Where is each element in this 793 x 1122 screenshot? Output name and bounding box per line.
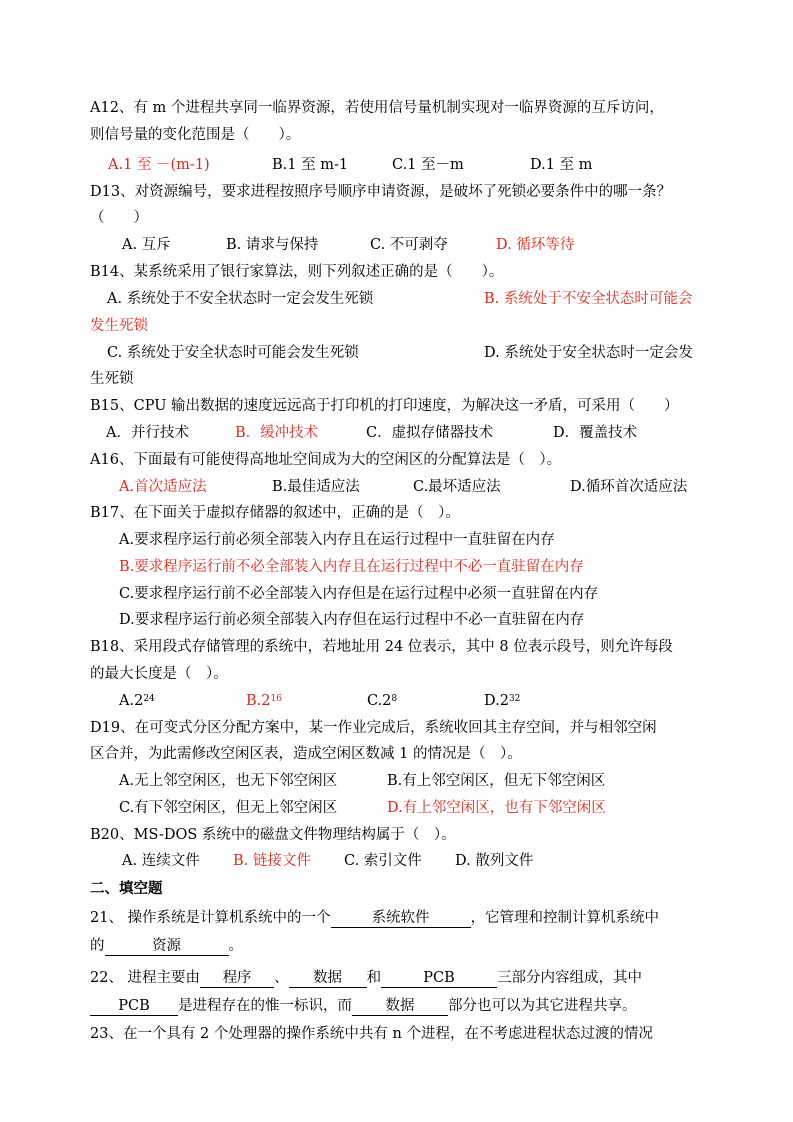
q14-option-b-cont: 发生死锁 <box>90 318 148 334</box>
q18-option-a: $A.2^{24}$ <box>119 693 155 709</box>
q14-option-a: A. 系统处于不安全状态时一定会发生死锁 <box>107 291 374 307</box>
q12-option-b: B.1 至 m-1 <box>272 157 349 173</box>
q17-option-c: C.要求程序运行前不必全部装入内存但是在运行过程中必须一直驻留在内存 <box>119 586 599 602</box>
q22-answer-1: 程序 <box>200 970 274 988</box>
q12-option-a: A.1 至 －(m-1) <box>108 157 210 173</box>
q12-option-c: C.1 至－m <box>392 157 464 173</box>
q14-option-b: B. 系统处于不安全状态时可能会 <box>484 291 693 307</box>
q22-answer-2: 数据 <box>289 970 367 988</box>
q13-stem-line1: D13、对资源编号，要求进程按照序号顺序申请资源，是破坏了死锁必要条件中的哪一条？ <box>90 184 672 200</box>
q17-option-d: D.要求程序运行前必须全部装入内存但在运行过程中不必一直驻留在内存 <box>119 612 585 628</box>
q14-options-ab <box>0 289 793 309</box>
q16-stem: A16、下面最有可能使得高地址空间成为大的空闲区的分配算法是（ ）。 <box>90 452 562 468</box>
q20-option-c: C. 索引文件 <box>344 853 422 869</box>
q20-options <box>0 851 793 871</box>
q22-line2 <box>90 996 637 1016</box>
q15-option-a: A．并行技术 <box>106 425 189 441</box>
q14-stem: B14、某系统采用了银行家算法，则下列叙述正确的是（ ）。 <box>90 264 504 280</box>
q18-stem-line2: 的最大长度是（ ）。 <box>90 666 228 682</box>
q18-option-c: $C.2^8$ <box>367 693 398 709</box>
q15-stem: B15、CPU 输出数据的速度远远高于打印机的打印速度，为解决这一矛盾，可采用（ ） <box>90 398 679 414</box>
q21-answer-2: 资源 <box>105 938 229 956</box>
q15-option-c: C．虚拟存储器技术 <box>366 425 494 441</box>
q23-stem: 23、在一个具有 2 个处理器的操作系统中共有 n 个进程，在不考虑进程状态过渡的情况 <box>90 1026 653 1042</box>
q22-text-mid2: 是进程存在的惟一标识，而 <box>178 998 352 1014</box>
q17-stem: B17、在下面关于虚拟存储器的叙述中，正确的是（ ）。 <box>90 505 460 521</box>
q21-text-mid: ，它管理和控制计算机系统中 <box>470 910 660 926</box>
q16-option-a: A.首次适应法 <box>119 479 207 495</box>
q21-line1 <box>90 908 659 928</box>
q18-option-b: $B.2^{16}$ <box>246 693 282 709</box>
q19-option-c: C.有下邻空闲区，但无上邻空闲区 <box>119 800 338 816</box>
q19-options-cd <box>0 798 793 818</box>
q21-line2 <box>90 936 243 956</box>
q19-stem-line1: D19、在可变式分区分配方案中，某一作业完成后，系统收回其主存空间，并与相邻空闲 <box>90 720 657 736</box>
q14-option-d-cont: 生死锁 <box>90 371 134 387</box>
q13-option-a: A. 互斥 <box>122 237 171 253</box>
q18-stem-line1: B18、采用段式存储管理的系统中，若地址用 24 位表示，其中 8 位表示段号，则允许每段 <box>90 639 673 655</box>
q22-text-mid: 三部分内容组成，其中 <box>497 970 643 986</box>
q16-options <box>0 477 793 497</box>
q13-option-c: C. 不可剥夺 <box>370 237 448 253</box>
q16-option-d: D.循环首次适应法 <box>570 479 688 495</box>
q15-option-d: D．覆盖技术 <box>553 425 638 441</box>
q18-options <box>0 691 793 711</box>
q21-text-pre2: 的 <box>90 938 105 954</box>
q14-option-d: D. 系统处于安全状态时一定会发 <box>484 345 693 361</box>
q20-option-a: A. 连续文件 <box>122 853 200 869</box>
q22-answer-3: PCB <box>381 970 497 988</box>
q18-option-d: $D.2^{32}$ <box>484 693 521 709</box>
q21-text-end: 。 <box>228 938 243 954</box>
q16-option-c: C.最坏适应法 <box>413 479 501 495</box>
q17-option-a: A.要求程序运行前必须全部装入内存且在运行过程中一直驻留在内存 <box>119 532 555 548</box>
q22-answer-4: PCB <box>90 998 178 1016</box>
q22-text-sep2: 和 <box>366 970 382 986</box>
q19-options-ab <box>0 771 793 791</box>
q21-text-pre: 21、 操作系统是计算机系统中的一个 <box>90 910 331 926</box>
q19-stem-line2: 区合并，为此需修改空闲区表，造成空闲区数减 1 的情况是（ ）。 <box>90 746 522 762</box>
q22-text-pre: 22、 进程主要由 <box>90 970 201 986</box>
q19-option-d: D.有上邻空闲区，也有下邻空闲区 <box>387 800 606 816</box>
q14-options-cd <box>0 343 793 363</box>
q13-stem-line2: （ ） <box>90 210 148 226</box>
q20-option-d: D. 散列文件 <box>455 853 534 869</box>
q12-stem-line1: A12、有 m 个进程共享同一临界资源，若使用信号量机制实现对一临界资源的互斥访问， <box>90 100 664 116</box>
q13-option-b: B. 请求与保持 <box>226 237 319 253</box>
q17-option-b: B.要求程序运行前不必全部装入内存且在运行过程中不必一直驻留在内存 <box>119 559 584 575</box>
q15-options <box>0 423 793 443</box>
q16-option-b: B.最佳适应法 <box>272 479 360 495</box>
q19-option-a: A.无上邻空闲区，也无下邻空闲区 <box>119 773 338 789</box>
q20-stem: B20、MS-DOS 系统中的磁盘文件物理结构属于（ ）。 <box>90 827 456 843</box>
q13-options <box>0 235 793 255</box>
q19-option-b: B.有上邻空闲区，但无下邻空闲区 <box>387 773 606 789</box>
q22-text-sep1: 、 <box>274 970 289 986</box>
q22-answer-5: 数据 <box>352 998 448 1016</box>
q22-line1 <box>90 968 642 988</box>
q12-option-d: D.1 至 m <box>530 157 593 173</box>
q21-answer-1: 系统软件 <box>331 910 471 928</box>
q12-options <box>0 155 793 175</box>
section-title: 二、填空题 <box>90 880 163 897</box>
q15-option-b: B．缓冲技术 <box>235 425 319 441</box>
q14-option-c: C. 系统处于安全状态时可能会发生死锁 <box>107 345 359 361</box>
q13-option-d: D. 循环等待 <box>496 237 575 253</box>
q20-option-b: B. 链接文件 <box>233 853 311 869</box>
q22-text-end: 部分也可以为其它进程共享。 <box>448 998 637 1014</box>
q12-stem-line2: 则信号量的变化范围是（ ）。 <box>90 127 301 143</box>
